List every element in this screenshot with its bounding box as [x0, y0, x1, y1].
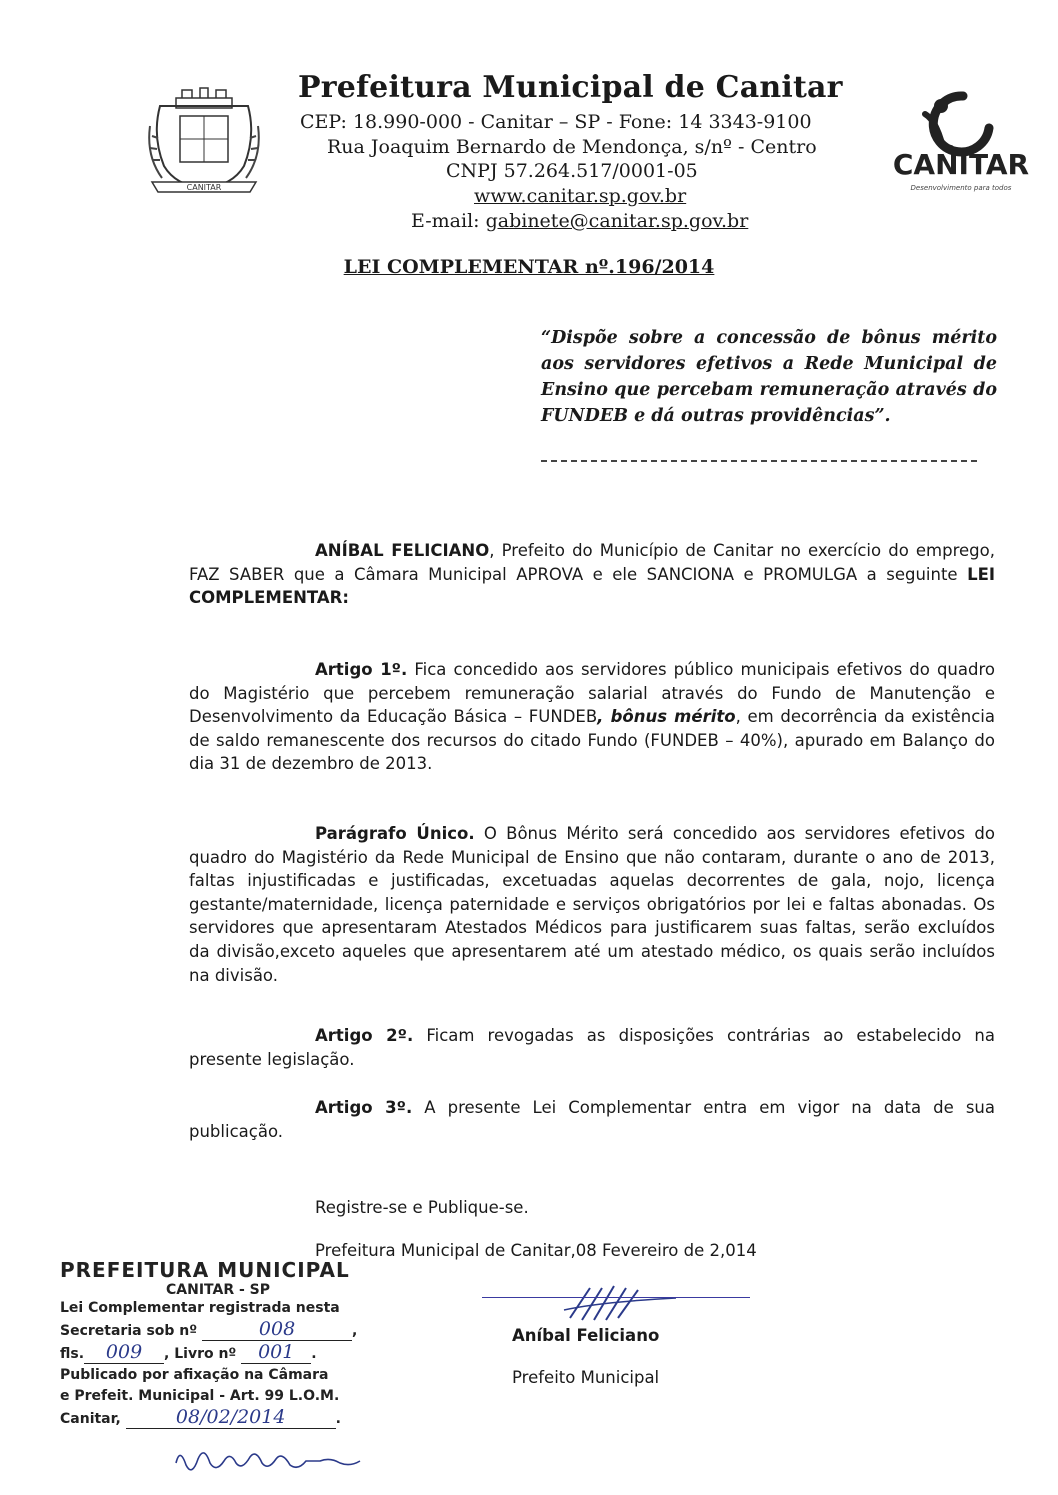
intro-paragraph: ANÍBAL FELICIANO, Prefeito do Município de Canitar no exercício do emprego, FAZ SABER que a Câmara Municipal APROVA e ele SANCIONA e PROMULGA a seguinte LEI COMPLEMENTAR: — [189, 541, 995, 608]
stamp-book-number: 001 — [241, 1342, 311, 1364]
article-1-label: Artigo 1º. — [315, 660, 408, 679]
ementa-divider — [541, 460, 977, 462]
signature-line — [482, 1297, 750, 1298]
header-address-line: Rua Joaquim Bernardo de Mendonça, s/nº - Centro — [327, 136, 817, 158]
law-ementa: “Dispõe sobre a concessão de bônus mérito aos servidores efetivos a Rede Municipal de Ensino que percebam remuneração através do FUNDEB e dá outras providências”. — [541, 328, 997, 426]
header-cnpj-line: CNPJ 57.264.517/0001-05 — [446, 160, 698, 182]
article-2: Artigo 2º. Ficam revogadas as disposições contrárias ao estabelecido na presente legislação. — [189, 1026, 995, 1069]
logo-name: CANITAR — [892, 148, 1030, 181]
article-3-label: Artigo 3º. — [315, 1098, 413, 1117]
registration-stamp — [60, 1258, 370, 1430]
header-cep-line: CEP: 18.990-000 - Canitar – SP - Fone: 14 3343-9100 — [300, 111, 812, 133]
header-website-link[interactable]: www.canitar.sp.gov.br — [474, 185, 687, 207]
header-email-line — [411, 210, 748, 232]
signature-scribble-icon — [560, 1280, 680, 1330]
header-title: Prefeitura Municipal de Canitar — [298, 70, 843, 105]
stamp-date: 08/02/2014 — [126, 1407, 336, 1429]
stamp-signature-icon — [170, 1437, 370, 1482]
stamp-page-number: 009 — [84, 1342, 164, 1364]
stamp-registry-number: 008 — [202, 1319, 352, 1341]
mayor-name: ANÍBAL FELICIANO — [315, 541, 490, 560]
stamp-line-4: Publicado por afixação na Câmara — [60, 1367, 329, 1383]
email-label: E-mail: — [411, 210, 486, 232]
stamp-line-1: Lei Complementar registrada nesta — [60, 1300, 340, 1316]
stamp-heading: PREFEITURA MUNICIPAL — [60, 1258, 350, 1282]
stamp-line-3: fls. 009 , Livro nº 001 . — [60, 1341, 317, 1363]
stamp-line-2: Secretaria sob nº 008 , — [60, 1318, 358, 1340]
sole-paragraph-label: Parágrafo Único. — [315, 824, 475, 843]
stamp-sub: CANITAR - SP — [166, 1282, 271, 1298]
law-title: LEI COMPLEMENTAR nº.196/2014 — [343, 256, 715, 278]
article-2-label: Artigo 2º. — [315, 1026, 414, 1045]
municipal-crest-icon — [142, 86, 266, 198]
stamp-line-5: e Prefeit. Municipal - Art. 99 L.O.M. — [60, 1388, 340, 1404]
article-3: Artigo 3º. A presente Lei Complementar entra em vigor na data de sua publicação. — [189, 1098, 996, 1141]
canitar-logo-icon — [885, 88, 1035, 200]
article-1: Artigo 1º. Fica concedido aos servidores público municipais efetivos do quadro do Magistério que percebem remuneração salarial através do Fundo de Manutenção e Desenvolvimento da Educação Básica – FUNDEB, bônus mérito, em decorrência da existência de saldo remanescente dos recursos do citado Fundo (FUNDEB – 40%), apurado em Balanço do dia 31 de dezembro de 2013. — [189, 660, 995, 774]
email-link[interactable]: gabinete@canitar.sp.gov.br — [485, 210, 749, 232]
register-line: Registre-se e Publique-se. — [315, 1198, 529, 1217]
date-line: Prefeitura Municipal de Canitar,08 Fevereiro de 2,014 — [315, 1241, 757, 1260]
stamp-line-6: Canitar, 08/02/2014 . — [60, 1406, 341, 1428]
signer-role: Prefeito Municipal — [512, 1368, 660, 1387]
crest-label: CANITAR — [186, 183, 222, 192]
signer-name: Aníbal Feliciano — [512, 1326, 660, 1345]
sole-paragraph: Parágrafo Único. O Bônus Mérito será concedido aos servidores efetivos do quadro do Magistério da Rede Municipal de Ensino que não contaram, durante o ano de 2013, faltas injustificadas e justificadas, excetuadas aquelas decorrentes de gala, nojo, licença gestante/maternidade, licença paternidade e serviços obrigatórios por lei e faltas abonadas. Os servidores que apresentaram Atestados Médicos para justificarem suas faltas, serão excluídos da divisão,exceto aqueles que apresentarem até um atestado médico, os quais serão incluídos na divisão. — [189, 824, 995, 985]
logo-tagline: Desenvolvimento para todos — [910, 184, 1012, 192]
